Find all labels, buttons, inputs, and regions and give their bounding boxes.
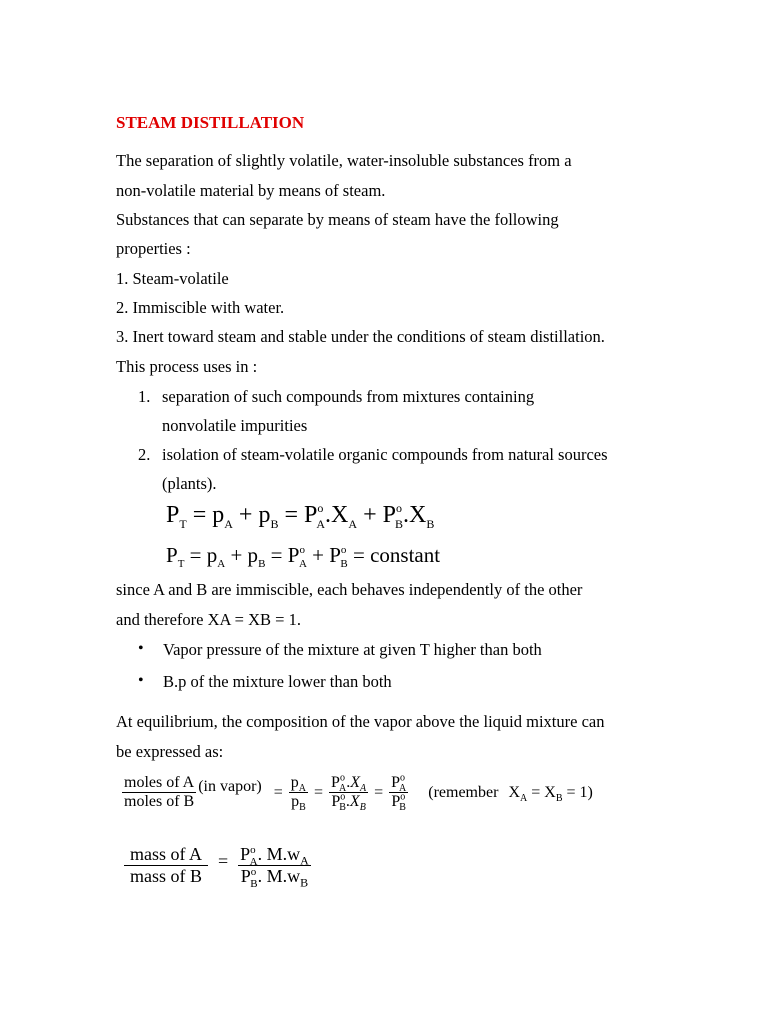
remember-label: (remember: [428, 783, 499, 801]
use-item-1-line-1: separation of such compounds from mixtures containing: [162, 387, 535, 406]
property-item-2: 2. Immiscible with water.: [116, 298, 285, 317]
intro-line-2: non-volatile material by means of steam.: [116, 181, 386, 200]
vapor-composition-equation: $\frac{\text{moles of A}}{\text{moles of B}}$ (in vapor) = $\frac{p_A}{p_B}$ = $\frac{P^o_A.X_A}{P^o_B.X_B}$ = $\frac{P^o_A}{P^o_B}$ (remember $X_A = X_B = 1$): [124, 772, 593, 814]
immiscible-pressure-equation: $P_T = p_A + p_B = P^o_A + P^o_B$ = constant: [166, 543, 441, 571]
constant-label: constant: [370, 543, 441, 567]
intro-line-1: The separation of slightly volatile, water-insoluble substances from a: [116, 151, 572, 170]
equilibrium-line-2: be expressed as:: [116, 742, 224, 761]
moles-of-b-label: moles of B: [124, 793, 195, 810]
use-item-2-line-1: isolation of steam-volatile organic compounds from natural sources: [162, 445, 608, 464]
page-title: STEAM DISTILLATION: [116, 113, 305, 132]
mass-ratio-fraction: [124, 844, 208, 887]
bullet-icon: •: [138, 672, 144, 689]
partial-pressure-fraction: $\frac{p_A}{p_B}$: [290, 774, 307, 814]
mass-ratio-equation: $\frac{\text{mass of A}}{\text{mass of B}}$ = $\frac{P^o_A. M.w_A}{P^o_B. M.w_B}$: [124, 844, 311, 887]
use-item-2-number: 2.: [138, 445, 151, 464]
bullet-item-2: B.p of the mixture lower than both: [163, 672, 392, 691]
moles-of-a-label: moles of A: [124, 774, 195, 791]
bullet-icon: •: [138, 640, 144, 657]
properties-line-2: properties :: [116, 239, 191, 258]
moles-ratio-fraction: [122, 774, 196, 811]
in-vapor-label: (in vapor): [198, 777, 262, 795]
properties-line-1: Substances that can separate by means of steam have the following: [116, 210, 559, 229]
raoult-total-pressure-equation: $P_T = p_A + p_B = P^o_A.X_A + P^o_B.X_B$: [166, 501, 435, 531]
use-item-2-line-2: (plants).: [162, 474, 217, 493]
use-item-1-line-2: nonvolatile impurities: [162, 416, 308, 435]
property-item-3: 3. Inert toward steam and stable under the conditions of steam distillation.: [116, 327, 605, 346]
equilibrium-line-1: At equilibrium, the composition of the vapor above the liquid mixture can: [116, 712, 605, 731]
uses-intro: This process uses in :: [116, 357, 258, 376]
property-item-1: 1. Steam-volatile: [116, 269, 229, 288]
use-item-1-number: 1.: [138, 387, 151, 406]
since-line-2: and therefore XA = XB = 1.: [116, 610, 301, 629]
vapor-pressure-fraction: $\frac{P^o_A}{P^o_B}$: [391, 772, 407, 814]
mole-fraction-pressure-fraction: $\frac{P^o_A.X_A}{P^o_B.X_B}$: [331, 772, 367, 814]
molar-mass-fraction: $\frac{P^o_A. M.w_A}{P^o_B. M.w_B}$: [240, 844, 309, 890]
since-line-1: since A and B are immiscible, each behaves independently of the other: [116, 580, 583, 599]
bullet-item-1: Vapor pressure of the mixture at given T higher than both: [163, 640, 542, 659]
mass-of-a-label: mass of A: [124, 844, 208, 866]
mass-of-b-label: mass of B: [130, 866, 202, 886]
